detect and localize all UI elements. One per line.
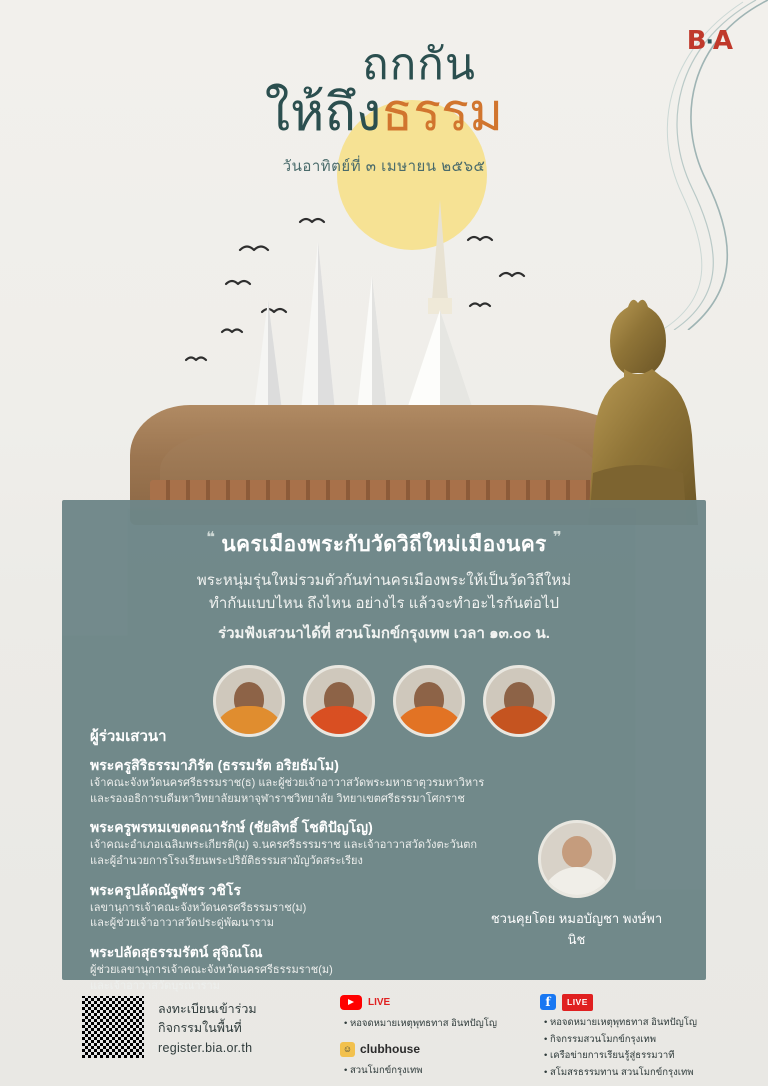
facebook-channel: • กิจกรรมสวนโมกข์กรุงเทพ	[540, 1032, 750, 1049]
logo-a: A	[712, 26, 732, 56]
speaker-name: พระครูปลัดณัฐพัชร วชิโร	[90, 881, 241, 898]
event-description	[62, 569, 706, 645]
speaker-name: พระครูสิริธรรมาภิรัต (ธรรมรัต อริยธัมโม)	[90, 757, 339, 773]
event-title-text: นครเมืองพระกับวัดวิถีใหม่เมืองนคร	[221, 533, 547, 556]
headline-line-2a: ให้ถึง	[264, 83, 382, 144]
event-date: วันอาทิตย์ที่ ๓ เมษายน ๒๕๖๕	[282, 157, 486, 175]
speaker-desc-2: และเจ้าอาวาสวัดบุรณาราม	[90, 979, 220, 992]
speaker-desc-2: และผู้อำนวยการโรงเรียนพระปริยัติธรรมสามัญวัดสระเรียง	[90, 855, 363, 867]
headline-line-2	[0, 84, 768, 144]
youtube-channel: • หอจดหมายเหตุพุทธทาส อินทปัญโญ	[340, 1016, 510, 1033]
speaker-desc-2: และรองอธิการบดีมหาวิทยาลัยมหาจุฬาราชวิทยาลัย วิทยาเขตศรีธรรมาโศกราช	[90, 792, 465, 805]
footer	[0, 992, 768, 1086]
register-url[interactable]: register.bia.or.th	[158, 1040, 253, 1055]
speaker-item	[90, 881, 520, 932]
headline-line-1: ถกกัน	[362, 39, 476, 90]
headline	[0, 39, 768, 178]
buddha-statue-icon	[563, 295, 713, 525]
speaker-desc-1: ผู้ช่วยเลขานุการเจ้าคณะจังหวัดนครศรีธรรมราช(ม)	[90, 964, 333, 976]
speaker-item	[90, 756, 520, 807]
youtube-header	[340, 994, 510, 1012]
registration-info	[158, 1000, 257, 1058]
speaker-name: พระปลัดสุธรรมรัตน์ สุจิณโณ	[90, 944, 263, 961]
register-line-1: ลงทะเบียนเข้าร่วม	[158, 1002, 257, 1016]
logo-dot: ·	[705, 30, 713, 55]
temple-illustration	[0, 180, 768, 520]
speaker-name: พระครูพรหมเขตคณารักษ์ (ชัยสิทธิ์ โชติปัญโญ)	[90, 819, 373, 836]
host-avatar-head	[562, 836, 592, 868]
youtube-icon	[340, 995, 362, 1010]
content-card	[62, 500, 706, 992]
register-line-2: กิจกรรมในพื้นที่	[158, 1021, 242, 1036]
clubhouse-label: clubhouse	[360, 1042, 421, 1057]
facebook-channel: • เครือข่ายการเรียนรู้สู่ธรรมวาที	[540, 1048, 750, 1065]
host-block	[489, 820, 664, 950]
clubhouse-header	[340, 1039, 510, 1060]
headline-line-2b: ธรรม	[381, 83, 504, 144]
event-title	[62, 500, 706, 561]
facebook-header	[540, 994, 750, 1011]
description-line-3: ร่วมฟังเสวนาได้ที่ สวนโมกข์กรุงเทพ เวลา ๑๓.๐๐ น.	[218, 624, 550, 642]
youtube-column	[340, 994, 510, 1080]
facebook-channel: • หอจดหมายเหตุพุทธทาส อินทปัญโญ	[540, 1015, 750, 1032]
host-avatar	[538, 820, 616, 898]
host-name: ชวนคุยโดย หมอบัญชา พงษ์พานิช	[490, 911, 663, 947]
clubhouse-channel: • สวนโมกข์กรุงเทพ	[340, 1063, 510, 1080]
facebook-icon: f	[540, 994, 556, 1010]
speaker-item	[90, 943, 520, 994]
facebook-channel: • สโมสรธรรมทาน สวนโมกข์กรุงเทพ	[540, 1065, 750, 1082]
speaker-desc-1: เจ้าคณะจังหวัดนครศรีธรรมราช(ธ) และผู้ช่วยเจ้าอาวาสวัดพระมหาธาตุวรมหาวิหาร	[90, 776, 485, 789]
youtube-live-label: LIVE	[368, 997, 391, 1008]
quote-open: ❝	[206, 529, 216, 546]
speaker-desc-2: และผู้ช่วยเจ้าอาวาสวัดประดู่พัฒนาราม	[90, 917, 274, 930]
description-line-1: พระหนุ่มรุ่นใหม่รวมตัวกันท่านครเมืองพระให้เป็นวัดวิถีใหม่	[196, 572, 572, 589]
speaker-desc-1: เลขานุการเจ้าคณะจังหวัดนครศรีธรรมราช(ม)	[90, 901, 307, 914]
description-line-2: ทำกันแบบไหน ถึงไหน อย่างไร แล้วจะทำอะไรกันต่อไป	[208, 595, 560, 613]
quote-close: ❞	[552, 529, 562, 546]
logo-b: B	[686, 26, 706, 56]
speaker-list	[90, 724, 520, 1006]
speakers-heading: ผู้ร่วมเสวนา	[90, 728, 167, 745]
facebook-column	[540, 994, 750, 1081]
speaker-item	[90, 818, 520, 869]
speaker-desc-1: เจ้าคณะอำเภอเฉลิมพระเกียรติ(ม) จ.นครศรีธรรมราช และเจ้าอาวาสวัดวังตะวันตก	[90, 839, 478, 852]
clubhouse-icon: ☺	[340, 1042, 355, 1057]
host-avatar-body	[541, 867, 613, 898]
qr-code[interactable]	[82, 996, 144, 1058]
facebook-live-badge: LIVE	[562, 994, 593, 1011]
